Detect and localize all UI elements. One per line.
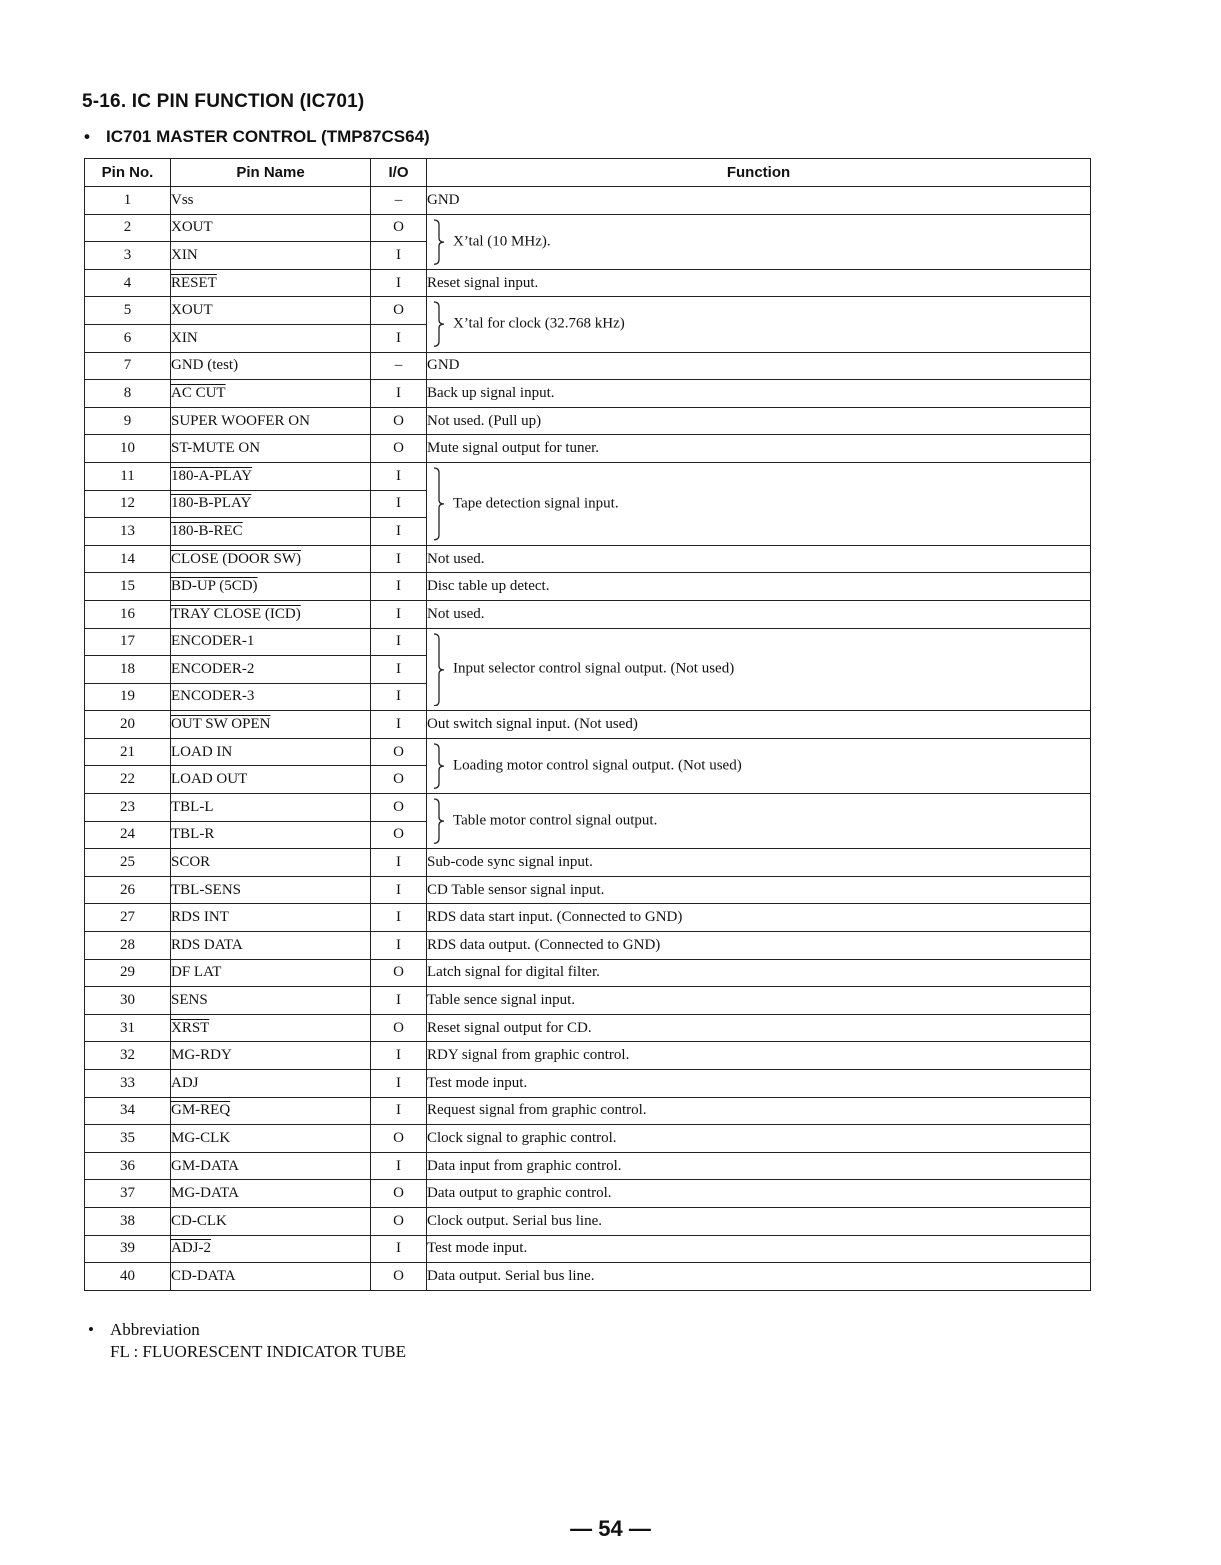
pin-function: Not used. xyxy=(427,600,1091,628)
pin-name xyxy=(171,738,371,766)
pin-number: 19 xyxy=(85,683,171,711)
pin-name-text: MG-DATA xyxy=(171,1185,239,1202)
pin-io: I xyxy=(371,324,427,352)
bullet: • xyxy=(88,1320,94,1339)
pin-function: Test mode input. xyxy=(427,1070,1091,1098)
pin-name-text: GM-REQ xyxy=(171,1102,231,1119)
pin-number: 32 xyxy=(85,1042,171,1070)
pin-name-text: OUT SW OPEN xyxy=(171,716,271,733)
pin-function: RDY signal from graphic control. xyxy=(427,1042,1091,1070)
pin-number: 37 xyxy=(85,1180,171,1208)
pin-name-text: TRAY CLOSE (ICD) xyxy=(171,605,301,622)
pin-name xyxy=(171,545,371,573)
pin-name xyxy=(171,849,371,877)
pin-function: Out switch signal input. (Not used) xyxy=(427,711,1091,739)
pin-number: 23 xyxy=(85,794,171,822)
table-row xyxy=(85,214,1091,242)
pin-name xyxy=(171,324,371,352)
subtitle xyxy=(84,127,430,147)
pin-name-text: XRST xyxy=(171,1019,210,1036)
pin-number: 8 xyxy=(85,380,171,408)
pin-name xyxy=(171,269,371,297)
pin-function: Not used. (Pull up) xyxy=(427,407,1091,435)
table-row xyxy=(85,959,1091,987)
pin-number: 10 xyxy=(85,435,171,463)
pin-name-text: XOUT xyxy=(171,219,213,236)
pin-name-text: XIN xyxy=(171,246,198,263)
grouped-function xyxy=(427,214,1091,269)
table-row xyxy=(85,1014,1091,1042)
pin-function: Data input from graphic control. xyxy=(427,1152,1091,1180)
pin-io: I xyxy=(371,876,427,904)
pin-io: I xyxy=(371,600,427,628)
pin-name-text: ST-MUTE ON xyxy=(171,440,261,457)
pin-name xyxy=(171,1263,371,1291)
abbreviation-note xyxy=(88,1320,406,1362)
pin-name-text: MG-RDY xyxy=(171,1047,232,1064)
pin-io: O xyxy=(371,1125,427,1153)
grouped-function xyxy=(427,297,1091,352)
page-number: — 54 — xyxy=(570,1516,651,1541)
pin-name-text: LOAD OUT xyxy=(171,771,248,788)
grouped-function xyxy=(427,738,1091,793)
pin-name-text: RDS DATA xyxy=(171,936,243,953)
pin-io: I xyxy=(371,1042,427,1070)
pin-number: 25 xyxy=(85,849,171,877)
pin-function: Mute signal output for tuner. xyxy=(427,435,1091,463)
pin-io: I xyxy=(371,1152,427,1180)
pin-name xyxy=(171,242,371,270)
pin-name xyxy=(171,187,371,215)
pin-number: 27 xyxy=(85,904,171,932)
pin-io: O xyxy=(371,214,427,242)
pin-io: O xyxy=(371,821,427,849)
pin-name xyxy=(171,352,371,380)
pin-number: 38 xyxy=(85,1207,171,1235)
abbreviation-label: Abbreviation xyxy=(110,1320,200,1339)
table-row xyxy=(85,904,1091,932)
pin-name xyxy=(171,987,371,1015)
pin-number: 29 xyxy=(85,959,171,987)
pin-io: I xyxy=(371,904,427,932)
header-pin-no: Pin No. xyxy=(85,159,171,187)
pin-number: 33 xyxy=(85,1070,171,1098)
pin-name-text: SENS xyxy=(171,992,208,1009)
pin-name-text: MG-CLK xyxy=(171,1129,231,1146)
table-row xyxy=(85,738,1091,766)
header-io: I/O xyxy=(371,159,427,187)
pin-name xyxy=(171,1235,371,1263)
pin-name xyxy=(171,297,371,325)
pin-number: 15 xyxy=(85,573,171,601)
pin-name-text: TBL-SENS xyxy=(171,881,242,898)
pin-function: GND xyxy=(427,187,1091,215)
pin-name-text: 180-A-PLAY xyxy=(171,467,253,484)
pin-io: I xyxy=(371,269,427,297)
table-row xyxy=(85,1152,1091,1180)
curly-brace-icon xyxy=(432,798,446,844)
pin-name-text: TBL-L xyxy=(171,798,214,815)
table-row xyxy=(85,1125,1091,1153)
pin-io: O xyxy=(371,1180,427,1208)
pin-io: O xyxy=(371,738,427,766)
table-row xyxy=(85,545,1091,573)
table-row xyxy=(85,987,1091,1015)
pin-io: I xyxy=(371,1070,427,1098)
pin-number: 7 xyxy=(85,352,171,380)
header-function: Function xyxy=(427,159,1091,187)
pin-name xyxy=(171,490,371,518)
pin-name-text: GND (test) xyxy=(171,357,239,374)
pin-name xyxy=(171,462,371,490)
pin-function: Test mode input. xyxy=(427,1235,1091,1263)
pin-name xyxy=(171,214,371,242)
pin-name-text: 180-B-PLAY xyxy=(171,495,252,512)
section-title: 5-16. IC PIN FUNCTION (IC701) xyxy=(82,91,365,112)
pin-name xyxy=(171,876,371,904)
pin-number: 13 xyxy=(85,518,171,546)
curly-brace-icon xyxy=(432,467,446,541)
pin-name xyxy=(171,711,371,739)
pin-name-text: BD-UP (5CD) xyxy=(171,578,258,595)
pin-number: 2 xyxy=(85,214,171,242)
pin-function: RDS data start input. (Connected to GND) xyxy=(427,904,1091,932)
pin-number: 34 xyxy=(85,1097,171,1125)
pin-name-text: CD-CLK xyxy=(171,1212,227,1229)
pin-io: O xyxy=(371,1014,427,1042)
table-body xyxy=(85,187,1091,1291)
pin-io: – xyxy=(371,352,427,380)
pin-number: 28 xyxy=(85,932,171,960)
table-row xyxy=(85,1207,1091,1235)
pin-number: 36 xyxy=(85,1152,171,1180)
function-text: X’tal (10 MHz). xyxy=(453,233,551,250)
pin-number: 22 xyxy=(85,766,171,794)
table-row xyxy=(85,1263,1091,1291)
pin-io: I xyxy=(371,711,427,739)
pin-name-text: XIN xyxy=(171,329,198,346)
pin-number: 9 xyxy=(85,407,171,435)
pin-function: Latch signal for digital filter. xyxy=(427,959,1091,987)
pin-name-text: ENCODER-2 xyxy=(171,660,255,677)
pin-number: 21 xyxy=(85,738,171,766)
pin-name-text: DF LAT xyxy=(171,964,222,981)
pin-name xyxy=(171,959,371,987)
function-text: Input selector control signal output. (Not used) xyxy=(453,660,735,677)
pin-io: O xyxy=(371,435,427,463)
table-row xyxy=(85,794,1091,822)
pin-io: I xyxy=(371,932,427,960)
pin-number: 14 xyxy=(85,545,171,573)
pin-io: I xyxy=(371,628,427,656)
pin-function: Data output. Serial bus line. xyxy=(427,1263,1091,1291)
pin-number: 35 xyxy=(85,1125,171,1153)
pin-name-text: SCOR xyxy=(171,854,211,871)
table-row xyxy=(85,711,1091,739)
pin-io: I xyxy=(371,518,427,546)
table-row xyxy=(85,1180,1091,1208)
pin-number: 12 xyxy=(85,490,171,518)
pin-function: Back up signal input. xyxy=(427,380,1091,408)
pin-io: I xyxy=(371,380,427,408)
function-text: Table motor control signal output. xyxy=(453,812,658,829)
pin-io: O xyxy=(371,1207,427,1235)
pin-name-text: XOUT xyxy=(171,302,213,319)
pin-io: O xyxy=(371,766,427,794)
pin-number: 30 xyxy=(85,987,171,1015)
pin-number: 11 xyxy=(85,462,171,490)
pin-number: 20 xyxy=(85,711,171,739)
pin-name xyxy=(171,573,371,601)
pin-name xyxy=(171,821,371,849)
pin-function: Table sence signal input. xyxy=(427,987,1091,1015)
pin-function: RDS data output. (Connected to GND) xyxy=(427,932,1091,960)
pin-io: I xyxy=(371,573,427,601)
abbreviation-entry: FL : FLUORESCENT INDICATOR TUBE xyxy=(110,1342,406,1361)
pin-function-table xyxy=(84,158,1091,1291)
pin-function: Clock signal to graphic control. xyxy=(427,1125,1091,1153)
pin-io: I xyxy=(371,242,427,270)
pin-function: Reset signal input. xyxy=(427,269,1091,297)
pin-name xyxy=(171,1125,371,1153)
function-text: Tape detection signal input. xyxy=(453,495,619,512)
pin-number: 17 xyxy=(85,628,171,656)
header-pin-name: Pin Name xyxy=(171,159,371,187)
subtitle-text: IC701 MASTER CONTROL (TMP87CS64) xyxy=(106,127,430,146)
pin-name-text: CLOSE (DOOR SW) xyxy=(171,550,301,567)
pin-name xyxy=(171,1180,371,1208)
bullet: • xyxy=(84,127,90,146)
pin-name-text: LOAD IN xyxy=(171,743,233,760)
pin-function: Disc table up detect. xyxy=(427,573,1091,601)
pin-name xyxy=(171,683,371,711)
pin-name-text: GM-DATA xyxy=(171,1157,239,1174)
pin-number: 40 xyxy=(85,1263,171,1291)
pin-function: GND xyxy=(427,352,1091,380)
pin-name-text: ADJ-2 xyxy=(171,1240,211,1257)
pin-name xyxy=(171,1097,371,1125)
pin-name xyxy=(171,435,371,463)
pin-name-text: TBL-R xyxy=(171,826,215,843)
pin-io: O xyxy=(371,959,427,987)
pin-io: O xyxy=(371,407,427,435)
pin-name xyxy=(171,600,371,628)
pin-name-text: SUPER WOOFER ON xyxy=(171,412,310,429)
pin-io: – xyxy=(371,187,427,215)
curly-brace-icon xyxy=(432,743,446,789)
pin-function: Sub-code sync signal input. xyxy=(427,849,1091,877)
pin-function: Request signal from graphic control. xyxy=(427,1097,1091,1125)
pin-number: 1 xyxy=(85,187,171,215)
curly-brace-icon xyxy=(432,219,446,265)
pin-name-text: Vss xyxy=(171,191,194,208)
grouped-function xyxy=(427,462,1091,545)
table-row xyxy=(85,876,1091,904)
grouped-function xyxy=(427,628,1091,711)
pin-function: Not used. xyxy=(427,545,1091,573)
pin-name-text: CD-DATA xyxy=(171,1267,236,1284)
pin-io: I xyxy=(371,683,427,711)
pin-number: 6 xyxy=(85,324,171,352)
pin-name xyxy=(171,628,371,656)
pin-name-text: AC CUT xyxy=(171,384,226,401)
pin-io: I xyxy=(371,656,427,684)
table-row xyxy=(85,1097,1091,1125)
pin-number: 3 xyxy=(85,242,171,270)
pin-io: O xyxy=(371,794,427,822)
pin-name xyxy=(171,1152,371,1180)
table-row xyxy=(85,269,1091,297)
pin-io: I xyxy=(371,545,427,573)
pin-name xyxy=(171,766,371,794)
table-row xyxy=(85,1070,1091,1098)
pin-name-text: ENCODER-1 xyxy=(171,633,255,650)
pin-number: 4 xyxy=(85,269,171,297)
pin-number: 31 xyxy=(85,1014,171,1042)
pin-function: CD Table sensor signal input. xyxy=(427,876,1091,904)
curly-brace-icon xyxy=(432,633,446,707)
pin-io: I xyxy=(371,1235,427,1263)
pin-function: Clock output. Serial bus line. xyxy=(427,1207,1091,1235)
table-row xyxy=(85,932,1091,960)
pin-number: 16 xyxy=(85,600,171,628)
table-row xyxy=(85,187,1091,215)
function-text: X’tal for clock (32.768 kHz) xyxy=(453,315,625,332)
pin-number: 24 xyxy=(85,821,171,849)
pin-name-text: ADJ xyxy=(171,1074,199,1091)
pin-number: 26 xyxy=(85,876,171,904)
pin-io: I xyxy=(371,987,427,1015)
table-row xyxy=(85,407,1091,435)
table-row xyxy=(85,600,1091,628)
pin-io: I xyxy=(371,1097,427,1125)
pin-name-text: ENCODER-3 xyxy=(171,688,255,705)
pin-name xyxy=(171,1042,371,1070)
pin-number: 39 xyxy=(85,1235,171,1263)
pin-name xyxy=(171,380,371,408)
pin-name-text: 180-B-REC xyxy=(171,522,243,539)
table-row xyxy=(85,628,1091,656)
table-row xyxy=(85,462,1091,490)
pin-io: I xyxy=(371,462,427,490)
table-row xyxy=(85,849,1091,877)
pin-io: O xyxy=(371,297,427,325)
table-header-row xyxy=(85,159,1091,187)
pin-io: O xyxy=(371,1263,427,1291)
pin-name-text: RESET xyxy=(171,274,217,291)
pin-name xyxy=(171,1070,371,1098)
pin-name xyxy=(171,656,371,684)
table-row xyxy=(85,573,1091,601)
table-row xyxy=(85,297,1091,325)
pin-name xyxy=(171,932,371,960)
table-row xyxy=(85,380,1091,408)
pin-name-text: RDS INT xyxy=(171,909,229,926)
pin-io: I xyxy=(371,490,427,518)
pin-name xyxy=(171,904,371,932)
pin-name xyxy=(171,794,371,822)
function-text: Loading motor control signal output. (Not used) xyxy=(453,757,742,774)
pin-number: 5 xyxy=(85,297,171,325)
table-row xyxy=(85,352,1091,380)
pin-number: 18 xyxy=(85,656,171,684)
table-row xyxy=(85,435,1091,463)
pin-name xyxy=(171,518,371,546)
pin-function: Reset signal output for CD. xyxy=(427,1014,1091,1042)
curly-brace-icon xyxy=(432,301,446,347)
pin-function: Data output to graphic control. xyxy=(427,1180,1091,1208)
table-row xyxy=(85,1235,1091,1263)
pin-name xyxy=(171,1014,371,1042)
pin-name xyxy=(171,1207,371,1235)
pin-io: I xyxy=(371,849,427,877)
pin-name xyxy=(171,407,371,435)
table-row xyxy=(85,1042,1091,1070)
grouped-function xyxy=(427,794,1091,849)
